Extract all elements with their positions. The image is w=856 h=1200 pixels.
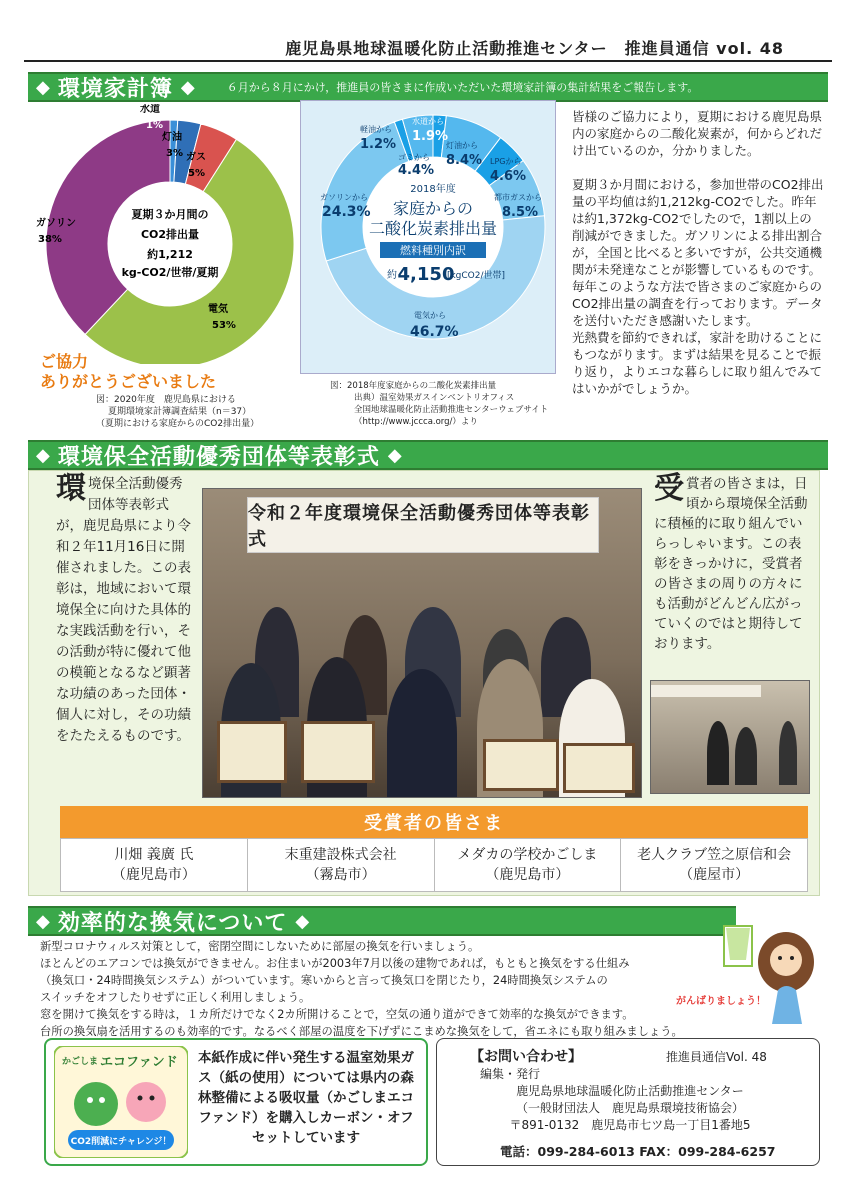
pie2-label-gasoline: ガソリンから [320, 193, 368, 202]
co2-donut-chart-national [318, 112, 548, 342]
diamond-icon: ◆ [36, 910, 50, 932]
advice-line: 窓を開けて換気をする時は，１カ所だけでなく2カ所開けることで，空気の通り道ができて効率的な換気ができます。 [40, 1008, 634, 1021]
award-presentation-photo [650, 680, 810, 794]
chart2-total-prefix: 約 [387, 270, 397, 281]
carbon-offset-notice: 本紙作成に伴い発生する温室効果ガス（紙の使用）については県内の森林整備による吸収量（かごしまエコファンド）を購入しカーボン・オフセットしています [198, 1050, 414, 1146]
pie-label-gasoline: ガソリン [36, 218, 76, 229]
caption-line: （夏期における家庭からのCO2排出量） [96, 419, 260, 429]
drop-cap: 受 [654, 471, 684, 506]
drop-cap: 環 [56, 471, 86, 506]
chart2-title-1: 家庭からの [392, 199, 474, 218]
pie-label-water-pct: 1% [146, 120, 163, 131]
report-paragraph [572, 159, 824, 176]
section-bar-award [28, 440, 828, 470]
pie-label-kerosene: 灯油 [162, 132, 182, 143]
ventilation-advice [40, 938, 800, 1040]
contact-line: 編集・発行 [480, 1067, 541, 1081]
award-recipients-body: 賞者の皆さまは，日頃から環境保全活動に積極的に取り組んでいらっしゃいます。この表彰をきっかけに，受賞者の皆さまの周りの方々にも活動がどんどん広がっていくのではと期待しております。 [654, 476, 808, 652]
report-paragraph: 皆様のご協力により，夏期における鹿児島県内の家庭からの二酸化炭素が，何からどれだけ出ているのか，分かりました。 [572, 109, 823, 158]
report-paragraph: 夏期３か月間における，参加世帯のCO2排出量の平均値は約1,212kg-CO2でした。昨年は約1,372kg-CO2でしたので，1割以上の削減ができました。ガソリンによる排出割合が，全国と比べると多いですが，公共交通機関が未発達なことが影響しているものです。 [572, 177, 824, 277]
section-bar-ventilation [28, 906, 736, 936]
pie2-label-lpg-pct: 4.6% [490, 169, 527, 184]
header-divider [24, 60, 832, 62]
thanks-line-2: ありがとうございました [40, 372, 217, 391]
pie-label-electric-pct: 53% [212, 320, 236, 331]
winner-name: 川畑 義廣 氏 [114, 847, 194, 863]
advice-line: 新型コロナウィルス対策として，密閉空間にしないために部屋の換気を行いましょう。 [40, 940, 480, 953]
winner-name: 末重建設株式会社 [284, 847, 397, 863]
advice-line: ほとんどのエアコンでは換気ができません。お住まいが2003年7月以後の建物であれば，もともと換気をする仕組み [40, 957, 630, 970]
household-account-report [572, 108, 824, 397]
newsletter-title: 鹿児島県地球温暖化防止活動推進センター 推進員通信 vol. 48 [285, 39, 784, 58]
contact-phone-fax: 電話：099-284-6013 FAX：099-284-6257 [500, 1144, 776, 1159]
pie-label-electric: 電気 [208, 304, 228, 315]
pie-label-gas-pct: 5% [188, 168, 205, 179]
pie-label-kerosene-pct: 3% [166, 148, 183, 159]
pie2-label-city: 都市ガスから [494, 193, 542, 202]
diamond-icon: ◆ [387, 444, 402, 466]
co2-donut-chart-kagoshima [36, 104, 296, 364]
award-winner [248, 839, 435, 891]
caption-line: 夏期環境家計簿調査結果（n＝37） [108, 407, 252, 417]
winner-city: （鹿屋市） [679, 867, 750, 883]
pie2-label-light: 軽油から [360, 125, 392, 134]
award-recipients-text [654, 471, 810, 654]
pie2-label-water: 水道から [412, 117, 444, 126]
eco-fund-logo-icon [54, 1046, 188, 1158]
caption-line: 図：2018年度家庭からの二酸化炭素排出量 [330, 381, 497, 391]
caption-line: 出典）温室効果ガスインベントリオフィス [354, 393, 515, 403]
pie2-label-electric-pct: 46.7% [410, 324, 459, 340]
caption-line: （http://www.jccca.org/）より [354, 417, 478, 427]
section-title: 環境保全活動優秀団体等表彰式 [57, 444, 380, 470]
winner-city: （鹿児島市） [485, 867, 570, 883]
chart2-subtitle: 燃料種別内訳 [400, 244, 466, 257]
award-winner [61, 839, 248, 891]
pie2-label-lpg: LPGから [490, 157, 522, 166]
pie-center-line-3: 約1,212 [147, 248, 193, 261]
thanks-line-1: ご協力 [40, 352, 89, 371]
award-winner [621, 839, 807, 891]
pie2-label-kerosene-pct: 8.4% [446, 153, 483, 168]
section-bar-household-account [28, 72, 828, 102]
logo-slogan: CO2削減にチャレンジ！ [70, 1137, 172, 1147]
section-title: 効率的な換気について [57, 910, 288, 936]
diamond-icon: ◆ [180, 76, 195, 98]
logo-name: エコファンド [100, 1055, 178, 1070]
pie-label-gas: ガス [186, 152, 206, 163]
section-title: 環境家計簿 [57, 76, 173, 102]
pie-center-line-1: 夏期３か月間の [131, 208, 209, 221]
pie2-label-city-pct: 8.5% [502, 205, 539, 220]
chart2-title-2: 二酸化炭素排出量 [368, 219, 498, 238]
diamond-icon: ◆ [295, 910, 310, 932]
advice-line: （換気口・24時間換気システム）がついています。寒いからと言って換気口を閉じたり，24時間換気システムの [40, 974, 608, 987]
award-winners-heading: 受賞者の皆さま [60, 806, 808, 838]
award-winners-list [60, 838, 808, 892]
pie-center-line-4: kg-CO2/世帯/夏期 [121, 266, 219, 279]
winner-city: （鹿児島市） [111, 867, 196, 883]
pie2-label-garbage: ゴミから [398, 153, 430, 162]
award-intro-body: 境保全活動優秀団体等表彰式が，鹿児島県により令和２年11月16日に開催されました。この表彰は，地域において環境保全に向けた具体的な実践活動を行い，その活動が特に優れて他の模範となるなど顕著な功績のあった団体・個人に対し，その功績をたたえるものです。 [56, 476, 191, 744]
contact-line: （一般財団法人 鹿児島県環境技術協会） [515, 1101, 744, 1115]
contact-line: 鹿児島県地球温暖化防止活動推進センター [516, 1084, 744, 1098]
diamond-icon: ◆ [36, 444, 50, 466]
contact-line: 〒891-0132 鹿児島市七ツ島一丁目1番地5 [509, 1118, 751, 1132]
pie-center-line-2: CO2排出量 [140, 228, 200, 241]
award-winner [435, 839, 622, 891]
thanks-message [40, 352, 216, 392]
pie2-label-light-pct: 1.2% [360, 137, 397, 152]
award-ceremony-photo [202, 488, 642, 798]
logo-prefix: かごしま [62, 1057, 99, 1067]
winner-name: メダカの学校かごしま [457, 847, 598, 863]
diamond-icon: ◆ [36, 76, 50, 98]
advice-line: スイッチをオフしたりせずに正しく利用しましょう。 [40, 991, 311, 1004]
encouragement-text: がんばりましょう！ [676, 996, 766, 1007]
chart2-year: 2018年度 [410, 184, 456, 195]
caption-line: 全国地球温暖化防止活動推進センターウェブサイト [354, 405, 549, 415]
pie2-label-water-pct: 1.9% [412, 129, 449, 144]
winner-name: 老人クラブ笠之原信和会 [637, 847, 792, 863]
report-paragraph: 毎年このような方法で皆さまのご家庭からのCO2排出量の調査を行っております。データを送付いただき感謝いたします。 [572, 279, 823, 328]
pie2-label-gasoline-pct: 24.3% [322, 204, 371, 220]
figure-caption-2 [330, 380, 548, 428]
contact-title: 【お問い合わせ】 [470, 1049, 582, 1065]
mascot-character-icon [720, 920, 830, 1030]
ceremony-banner: 令和２年度環境保全活動優秀団体等表彰式 [247, 497, 599, 553]
pie2-label-kerosene: 灯油から [446, 141, 478, 150]
chart2-total-unit: [kgCO2/世帯] [446, 271, 506, 281]
advice-line: 台所の換気扇を活用するのも効率的です。なるべく部屋の温度を下げずにこまめな換気をして，省エネにも取り組みましょう。 [40, 1025, 683, 1038]
contact-details [470, 1066, 810, 1134]
section-note: ６月から８月にかけ，推進員の皆さまに作成いただいた環境家計簿の集計結果をご報告します。 [226, 81, 699, 94]
chart2-total: 4,150 [397, 264, 455, 285]
contact-volume: 推進員通信Vol. 48 [666, 1050, 767, 1064]
caption-line: 図：2020年度 鹿児島県における [96, 395, 236, 405]
winner-city: （霧島市） [305, 867, 376, 883]
pie-label-water: 水道 [140, 104, 160, 115]
figure-caption-1 [96, 394, 259, 430]
page-header [0, 0, 856, 64]
pie-label-gasoline-pct: 38% [38, 234, 62, 245]
award-intro-text [56, 471, 194, 747]
report-paragraph: 光熱費を節約できれば，家計を助けることにもつながります。まずは結果を見ることで振り返り，よりエコな暮らしに取り組んでみてはいかがでしょうか。 [572, 330, 823, 396]
pie2-label-electric: 電気から [414, 311, 446, 320]
pie2-label-garbage-pct: 4.4% [398, 163, 435, 178]
